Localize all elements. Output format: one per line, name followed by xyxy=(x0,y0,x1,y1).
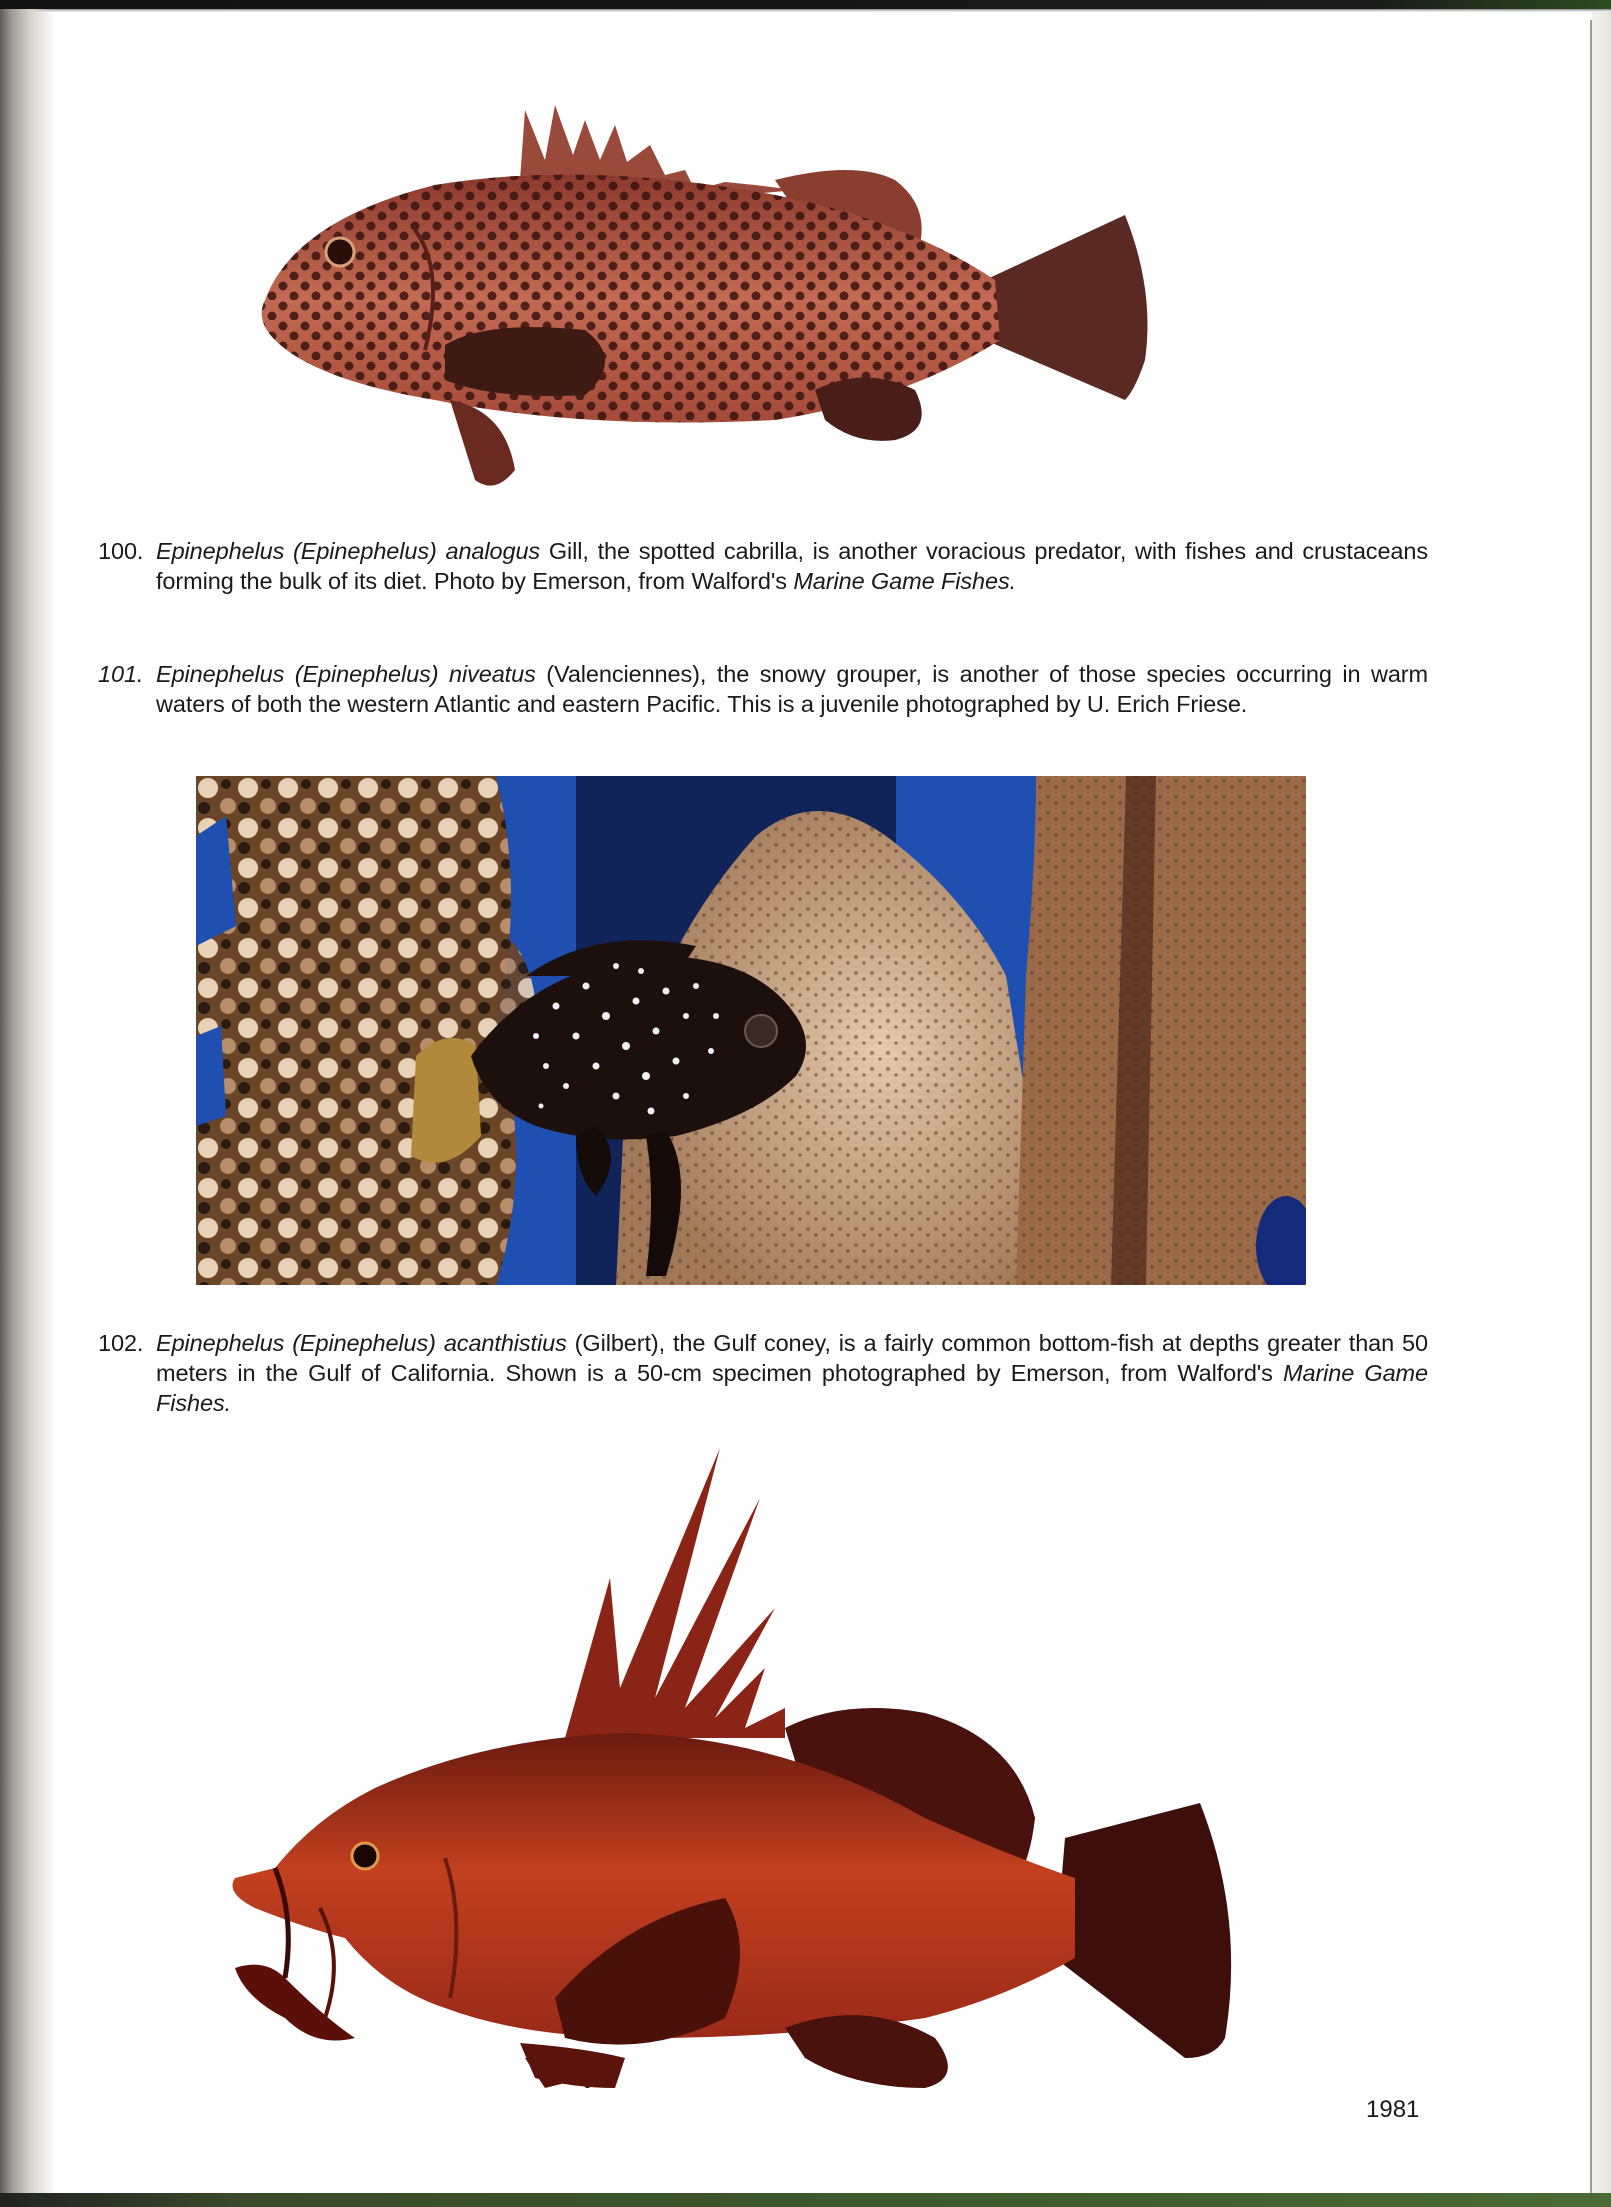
caption-text xyxy=(156,659,1428,719)
source-title: Marine Game Fishes. xyxy=(793,568,1017,594)
spotted-cabrilla-illustration xyxy=(255,100,1205,520)
binding-shadow xyxy=(0,9,55,2195)
caption-body: (Gilbert), the Gulf coney, is a fairly common bottom-fish at depths greater than 50 meters in the Gulf of California. Shown is a 50-cm specimen photographed by Emerson, from Walford's xyxy=(156,1330,1428,1386)
species-name: Epinephelus (Epinephelus) acanthistius xyxy=(156,1330,567,1356)
page-bottom-edge xyxy=(0,2193,1611,2207)
page-edge-line xyxy=(1590,20,1592,2195)
snowy-grouper-photo xyxy=(196,776,1306,1285)
figure-caption-101 xyxy=(98,659,1428,719)
species-name: Epinephelus (Epinephelus) niveatus xyxy=(156,661,536,687)
caption-body: Gill, the spotted cabrilla, is another voracious predator, with fishes and crustaceans forming the bulk of its diet. Photo by Emerson, from Walford's xyxy=(156,538,1429,594)
figure-caption-100 xyxy=(98,536,1428,596)
figure-number: 100. xyxy=(98,538,144,564)
caption-body: (Valenciennes), the snowy grouper, is another of those species occurring in warm waters of both the western Atlantic and eastern Pacific. This is a juvenile photographed by U. Erich Friese. xyxy=(156,661,1428,717)
caption-text xyxy=(156,1328,1428,1418)
species-name: Epinephelus (Epinephelus) analogus xyxy=(156,538,541,564)
page-right-edge xyxy=(1592,12,1611,2195)
source-title: Marine Game Fishes. xyxy=(156,1360,1428,1416)
figure-caption-102 xyxy=(98,1328,1428,1418)
page-top-edge xyxy=(0,0,1611,9)
figure-number: 101. xyxy=(98,661,144,687)
page-number: 1981 xyxy=(1366,2096,1420,2123)
figure-number: 102. xyxy=(98,1330,144,1356)
gulf-coney-illustration xyxy=(225,1438,1245,2088)
caption-text xyxy=(156,536,1428,596)
